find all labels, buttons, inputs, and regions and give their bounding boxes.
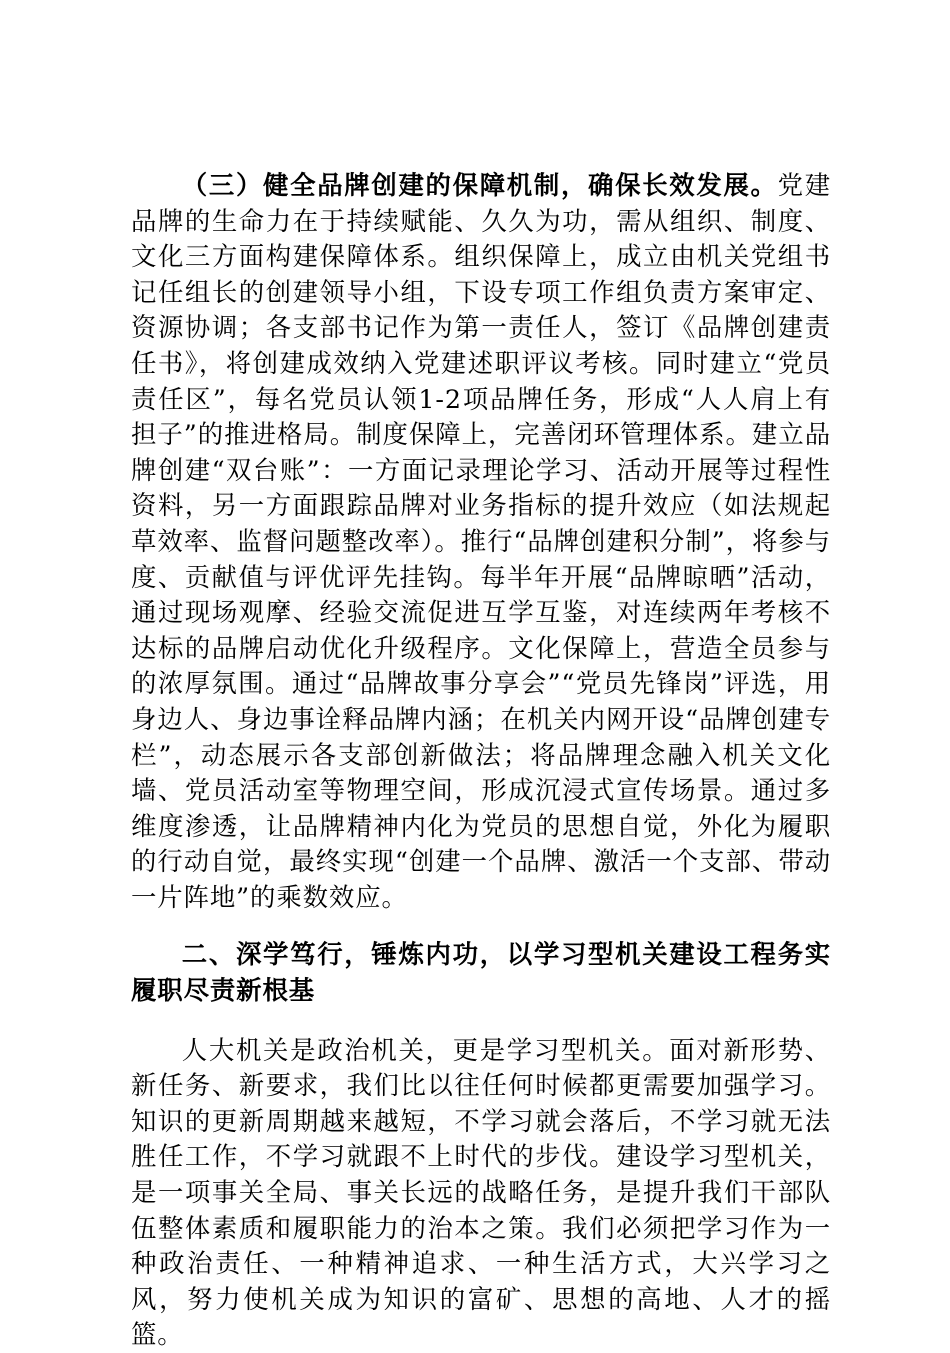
document-page xyxy=(131,168,831,1353)
section-three-lead: （三）健全品牌创建的保障机制，确保长效发展。 xyxy=(181,170,778,200)
section-three-body: 党建品牌的生命力在于持续赋能、久久为功，需从组织、制度、文化三方面构建保障体系。组织保障上，成立由机关党组书记任组长的创建领导小组，下设专项工作组负责方案审定、资源协调；各支部书记作为第一责任人，签订《品牌创建责任书》，将创建成效纳入党建述职评议考核。同时建立“党员责任区”，每名党员认领1-2项品牌任务，形成“人人肩上有担子”的推进格局。制度保障上，完善闭环管理体系。建立品牌创建“双台账”：一方面记录理论学习、活动开展等过程性资料，另一方面跟踪品牌对业务指标的提升效应（如法规起草效率、监督问题整改率）。推行“品牌创建积分制”，将参与度、贡献值与评优评先挂钩。每半年开展“品牌晾晒”活动，通过现场观摩、经验交流促进互学互鉴，对连续两年考核不达标的品牌启动优化升级程序。文化保障上，营造全员参与的浓厚氛围。通过“品牌故事分享会”“党员先锋岗”评选，用身边人、身边事诠释品牌内涵；在机关内网开设“品牌创建专栏”，动态展示各支部创新做法；将品牌理念融入机关文化墙、党员活动室等物理空间，形成沉浸式宣传场景。通过多维度渗透，让品牌精神内化为党员的思想自觉，外化为履职的行动自觉，最终实现“创建一个品牌、激活一个支部、带动一片阵地”的乘数效应。 xyxy=(131,170,831,912)
section-two-paragraph: 人大机关是政治机关，更是学习型机关。面对新形势、新任务、新要求，我们比以往任何时候都更需要加强学习。知识的更新周期越来越短，不学习就会落后，不学习就无法胜任工作，不学习就跟不上时代的步伐。建设学习型机关，是一项事关全局、事关长远的战略任务，是提升我们干部队伍整体素质和履职能力的治本之策。我们必须把学习作为一种政治责任、一种精神追求、一种生活方式，大兴学习之风，努力使机关成为知识的富矿、思想的高地、人才的摇篮。 xyxy=(131,1034,831,1350)
section-two-heading: 二、深学笃行，锤炼内功，以学习型机关建设工程务实履职尽责新根基 xyxy=(131,939,831,1006)
section-three-paragraph xyxy=(131,168,831,915)
